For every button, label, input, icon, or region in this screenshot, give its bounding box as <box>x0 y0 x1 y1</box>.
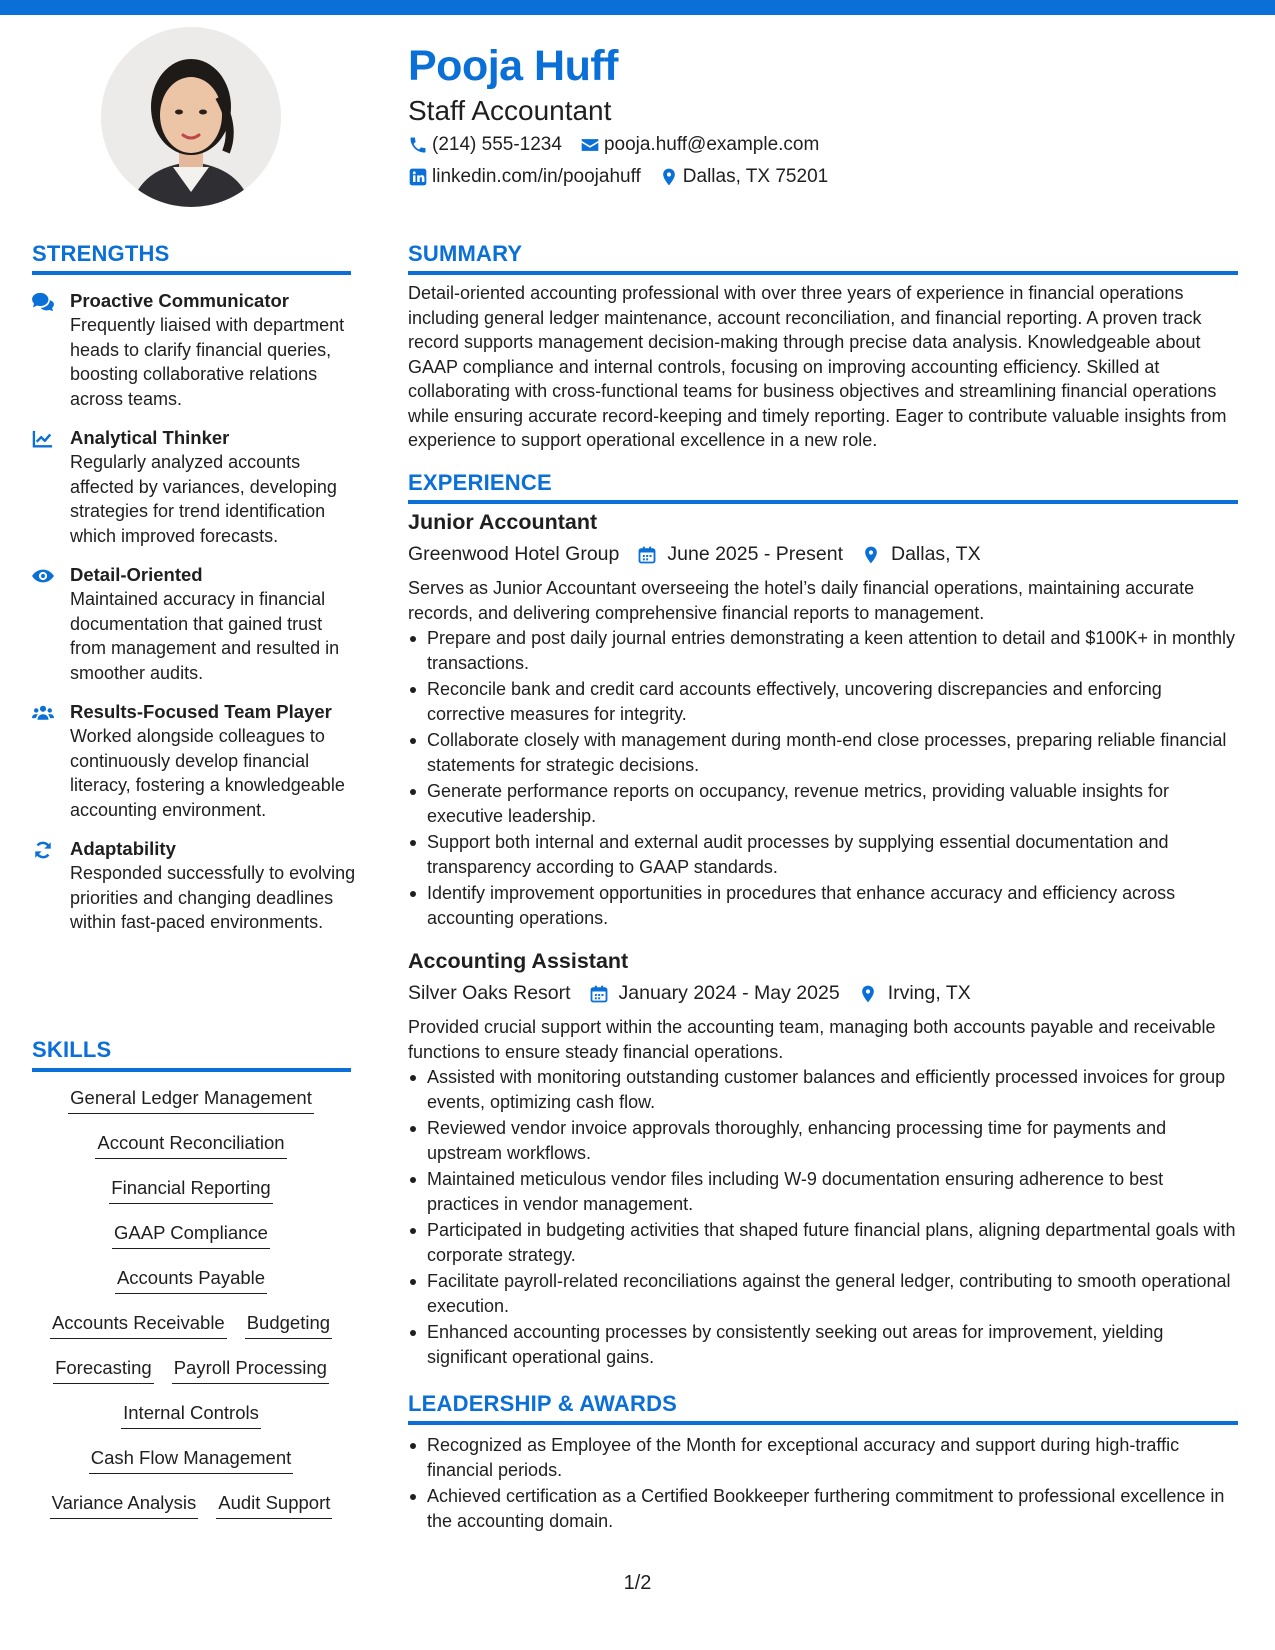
strength-desc: Regularly analyzed accounts affected by variances, developing strategies for trend identification which improved forecasts. <box>70 452 337 546</box>
skill-tag: Audit Support <box>216 1492 332 1519</box>
contact-row <box>408 166 846 188</box>
map-pin-icon <box>861 545 881 565</box>
job-title: Accounting Assistant <box>408 949 629 973</box>
bullet-item: Facilitate payroll-related reconciliations against the general ledger, contributing to smooth operational execution. <box>408 1269 1238 1318</box>
email-text: pooja.huff@example.com <box>603 134 820 155</box>
strength-desc: Frequently liaised with department heads to clarify financial queries, boosting collaborative relations across teams. <box>70 315 345 409</box>
map-pin-icon <box>858 984 878 1004</box>
bullet-item: Maintained meticulous vendor files including W-9 documentation ensuring adherence to best practices in vendor management. <box>408 1167 1238 1216</box>
contact-phone <box>408 134 562 156</box>
contact-location <box>659 166 828 188</box>
bullet-item: Identify improvement opportunities in procedures that enhance accuracy and efficiency across accounting operations. <box>408 881 1238 930</box>
job-bullets <box>408 1065 1238 1369</box>
bullet-item: Participated in budgeting activities that shaped future financial plans, aligning departmental goals with corporate strategy. <box>408 1218 1238 1267</box>
skill-tag: GAAP Compliance <box>112 1222 270 1249</box>
job-meta <box>408 982 1238 1005</box>
job-location-text: Dallas, TX <box>891 543 981 565</box>
job-location <box>861 543 981 566</box>
job-meta <box>408 543 1238 566</box>
job-bullets <box>408 626 1238 930</box>
job-company: Greenwood Hotel Group <box>408 543 620 565</box>
job-title: Junior Accountant <box>408 510 598 534</box>
bullet-item: Support both internal and external audit processes by supplying essential documentation and transparency according to GAAP standards. <box>408 830 1238 879</box>
skill-tag: Accounts Receivable <box>50 1312 227 1339</box>
contact-linkedin[interactable] <box>408 166 641 188</box>
strength-title: Detail-Oriented <box>70 564 203 585</box>
chart-line-icon <box>32 429 54 449</box>
strengths-list <box>32 289 357 950</box>
section-title-leadership: LEADERSHIP & AWARDS <box>408 1391 678 1416</box>
bullet-item: Reconcile bank and credit card accounts effectively, uncovering discrepancies and enforcing corrective measures for integrity. <box>408 677 1238 726</box>
strength-title: Results-Focused Team Player <box>70 701 332 722</box>
calendar-icon <box>589 984 609 1004</box>
summary-text: Detail-oriented accounting professional with over three years of experience in financial operations including general ledger maintenance, account reconciliation, and financial reporting. A proven track record supports management decision-making through precise data analysis. Knowledgeable about GAAP compliance and internal controls, focusing on improving accounting efficiency. Skilled at collaborating with cross-functional teams for business objectives and streamlining financial operations while ensuring accurate record-keeping and timely reporting. Eager to contribute valuable insights from experience to support operational excellence in a new role. <box>408 283 1227 450</box>
candidate-name: Pooja Huff <box>408 42 618 90</box>
job-dates-text: June 2025 - Present <box>667 543 843 565</box>
strength-title: Proactive Communicator <box>70 290 289 311</box>
envelope-icon <box>580 135 600 155</box>
section-title-skills: SKILLS <box>32 1037 112 1062</box>
comments-icon <box>32 292 54 312</box>
bullet-item: Enhanced accounting processes by consistently seeking out areas for improvement, yielding significant operational gains. <box>408 1320 1238 1369</box>
skill-tag: Forecasting <box>53 1357 154 1384</box>
strength-title: Analytical Thinker <box>70 427 230 448</box>
contact-email[interactable] <box>580 134 819 156</box>
bullet-item: Achieved certification as a Certified Bookkeeper furthering commitment to professional excellence in the accounting domain. <box>408 1484 1238 1533</box>
eye-icon <box>32 566 54 586</box>
strength-desc: Responded successfully to evolving priorities and changing deadlines within fast-paced environments. <box>70 863 356 932</box>
section-rule <box>408 500 1238 504</box>
strength-title: Adaptability <box>70 838 176 859</box>
skill-tag: Internal Controls <box>121 1402 261 1429</box>
job-dates <box>589 982 840 1005</box>
section-title-strengths: STRENGTHS <box>32 241 170 266</box>
bullet-item: Recognized as Employee of the Month for exceptional accuracy and support during high-traffic financial periods. <box>408 1433 1238 1482</box>
job-company: Silver Oaks Resort <box>408 982 571 1004</box>
job-dates <box>637 543 843 566</box>
job-description: Serves as Junior Accountant overseeing the hotel’s daily financial operations, maintaining accurate records, and delivering comprehensive financial reports to management. <box>408 578 1195 623</box>
top-accent-bar <box>0 0 1275 15</box>
strength-item <box>32 563 357 685</box>
job-dates-text: January 2024 - May 2025 <box>618 982 840 1004</box>
bullet-item: Generate performance reports on occupancy, revenue metrics, providing valuable insights for executive leadership. <box>408 779 1238 828</box>
experience-entry <box>408 949 1238 1371</box>
skill-tag: Variance Analysis <box>50 1492 199 1519</box>
map-pin-icon <box>659 167 679 187</box>
profile-photo <box>101 27 281 207</box>
skills-list <box>32 1087 350 1537</box>
location-text: Dallas, TX 75201 <box>682 166 829 187</box>
skill-tag: Payroll Processing <box>172 1357 329 1384</box>
experience-entry <box>408 510 1238 932</box>
job-description: Provided crucial support within the accounting team, managing both accounts payable and receivable functions to ensure steady financial operations. <box>408 1017 1216 1062</box>
skill-tag: Cash Flow Management <box>89 1447 294 1474</box>
page-number: 1/2 <box>623 1572 652 1594</box>
linkedin-text: linkedin.com/in/poojahuff <box>432 166 641 187</box>
strength-item <box>32 426 357 548</box>
users-icon <box>32 703 54 723</box>
leadership-list <box>408 1432 1238 1535</box>
calendar-icon <box>637 545 657 565</box>
strength-item <box>32 289 357 411</box>
contact-row <box>408 134 837 156</box>
linkedin-icon <box>408 167 428 187</box>
skill-tag: Account Reconciliation <box>95 1132 286 1159</box>
section-rule <box>32 1068 351 1072</box>
strength-item <box>32 700 357 822</box>
job-location <box>858 982 971 1005</box>
bullet-item: Reviewed vendor invoice approvals thoroughly, enhancing processing time for payments and upstream workflows. <box>408 1116 1238 1165</box>
strength-item <box>32 837 357 935</box>
phone-icon <box>408 135 428 155</box>
bullet-item: Prepare and post daily journal entries demonstrating a keen attention to detail and $100K+ in monthly transactions. <box>408 626 1238 675</box>
strength-desc: Maintained accuracy in financial documentation that gained trust from management and resulted in smoother audits. <box>70 589 340 683</box>
strength-desc: Worked alongside colleagues to continuously develop financial literacy, fostering a knowledgeable accounting environment. <box>70 726 345 820</box>
skill-tag: Financial Reporting <box>109 1177 272 1204</box>
skill-tag: General Ledger Management <box>68 1087 314 1114</box>
section-rule <box>408 271 1238 275</box>
phone-text: (214) 555-1234 <box>432 134 562 155</box>
bullet-item: Collaborate closely with management during month-end close processes, preparing reliable financial statements for strategic decisions. <box>408 728 1238 777</box>
job-location-text: Irving, TX <box>887 982 971 1004</box>
skill-tag: Accounts Payable <box>115 1267 267 1294</box>
candidate-title: Staff Accountant <box>408 95 612 126</box>
section-rule <box>32 271 351 275</box>
skill-tag: Budgeting <box>245 1312 332 1339</box>
section-title-summary: SUMMARY <box>408 241 523 266</box>
section-rule <box>408 1421 1238 1425</box>
section-title-experience: EXPERIENCE <box>408 470 552 495</box>
sync-icon <box>32 840 54 860</box>
bullet-item: Assisted with monitoring outstanding customer balances and efficiently processed invoices for group events, optimizing cash flow. <box>408 1065 1238 1114</box>
